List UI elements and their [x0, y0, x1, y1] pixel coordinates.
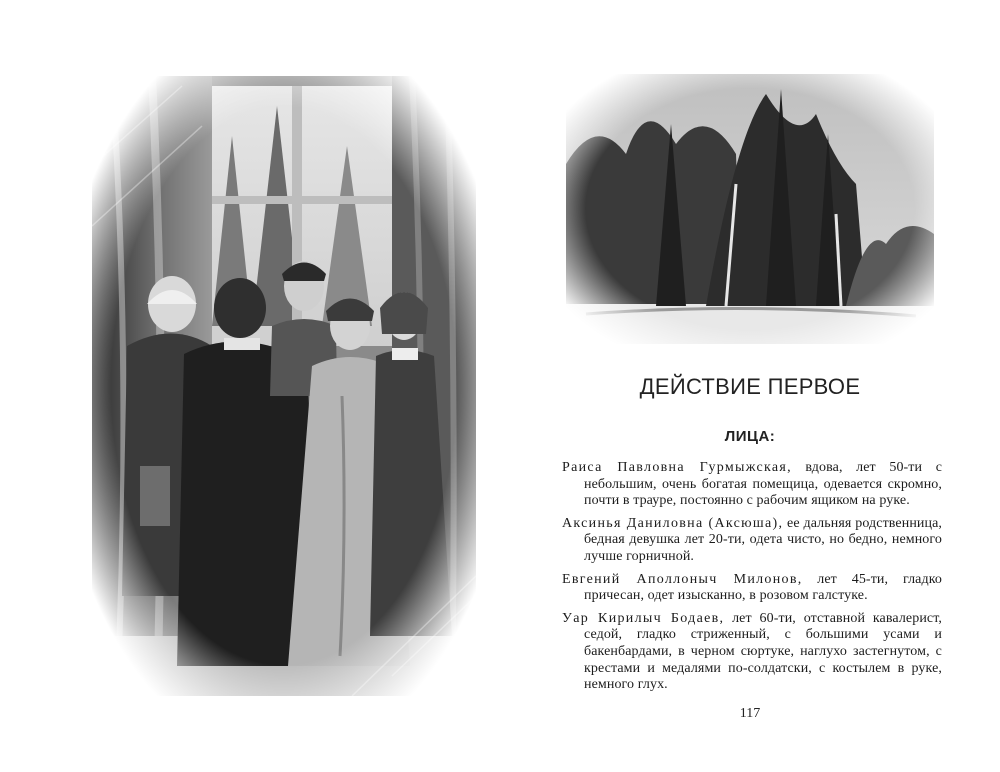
page-number: 117 [739, 706, 761, 721]
cast-description: ее дальняя родственница, бедная девушка лет 20-ти, одета чисто, но бедно, немного лучше горничной. [584, 515, 943, 564]
cast-description: лет 45-ти, гладко причесан, одет изысканно, в розовом галстуке. [584, 571, 942, 604]
cast-heading: ЛИЦА: [724, 428, 776, 445]
cast-item-aksyusha [562, 516, 942, 566]
cast-name: Евгений Аполлоныч Милонов, [562, 571, 803, 587]
group-of-people-illustration [92, 76, 476, 696]
cast-item-gurmyzhskaya [562, 460, 942, 510]
cast-item-milonov [562, 572, 942, 605]
cast-description: лет 60-ти, отставной кавалерист, седой, гладко стриженный, с большими усами и бакенбардами, в черном сюртуке, наглухо застегнутом, с крестами и медалями по-солдатски, с костылем в руке, немного глух. [584, 610, 943, 693]
cast-list [562, 460, 942, 700]
cast-item-bodaev [562, 611, 942, 694]
cast-name: Раиса Павловна Гурмыжская, [562, 460, 792, 475]
cast-description: вдова, лет 50-ти с небольшим, очень богатая помещица, одевается скромно, почти в трауре, постоянно с рабочим ящиком на руке. [584, 460, 943, 509]
cast-name: Аксинья Даниловна (Аксюша), [562, 515, 784, 531]
forest-illustration [566, 74, 934, 344]
cast-name: Уар Кирилыч Бодаев, [562, 610, 725, 626]
act-title: ДЕЙСТВИЕ ПЕРВОЕ [639, 374, 861, 399]
